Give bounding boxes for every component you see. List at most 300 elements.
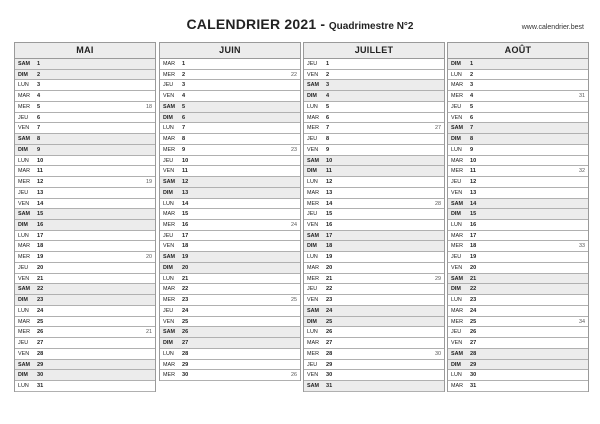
day-name: JEU xyxy=(163,82,174,89)
day-name: SAM xyxy=(451,200,463,207)
month-header: JUILLET xyxy=(304,43,444,59)
day-name: VEN xyxy=(163,168,175,175)
day-number: 3 xyxy=(37,82,41,89)
day-number: 17 xyxy=(37,232,44,239)
day-number: 21 xyxy=(182,275,189,282)
day-number: 31 xyxy=(37,383,44,390)
month-column-juillet xyxy=(303,42,445,392)
day-number: 5 xyxy=(37,103,41,110)
day-name: MER xyxy=(451,168,463,175)
day-number: 23 xyxy=(37,297,44,304)
day-number: 29 xyxy=(37,361,44,368)
week-number: 21 xyxy=(146,329,152,336)
day-row xyxy=(15,284,155,295)
day-number: 13 xyxy=(182,189,189,196)
day-row xyxy=(304,145,444,156)
day-number: 5 xyxy=(326,103,330,110)
day-row xyxy=(15,360,155,371)
day-number: 16 xyxy=(37,222,44,229)
day-list xyxy=(160,59,300,381)
day-name: MAR xyxy=(451,157,463,164)
day-name: MER xyxy=(163,222,175,229)
day-row xyxy=(304,188,444,199)
day-list xyxy=(304,59,444,392)
day-number: 30 xyxy=(182,372,189,379)
day-row xyxy=(160,188,300,199)
day-row xyxy=(448,70,588,81)
day-row xyxy=(160,123,300,134)
day-row xyxy=(304,199,444,210)
day-number: 10 xyxy=(326,157,333,164)
day-row xyxy=(160,231,300,242)
day-name: MER xyxy=(307,200,319,207)
day-number: 28 xyxy=(326,350,333,357)
day-name: SAM xyxy=(18,286,30,293)
day-row xyxy=(448,284,588,295)
day-row xyxy=(304,360,444,371)
day-name: DIM xyxy=(18,222,28,229)
day-number: 13 xyxy=(326,189,333,196)
day-number: 9 xyxy=(37,146,41,153)
day-name: LUN xyxy=(451,222,462,229)
day-row xyxy=(304,59,444,70)
day-row xyxy=(448,370,588,381)
day-name: MAR xyxy=(307,340,319,347)
day-name: LUN xyxy=(451,71,462,78)
day-row xyxy=(160,102,300,113)
day-row xyxy=(15,188,155,199)
day-name: LUN xyxy=(18,82,29,89)
month-header: AOÛT xyxy=(448,43,588,59)
day-number: 16 xyxy=(470,222,477,229)
day-number: 6 xyxy=(182,114,186,121)
day-number: 7 xyxy=(37,125,41,132)
day-name: MAR xyxy=(307,264,319,271)
day-row xyxy=(160,59,300,70)
day-row xyxy=(448,123,588,134)
day-name: MAR xyxy=(163,136,175,143)
day-number: 1 xyxy=(470,61,474,67)
day-name: SAM xyxy=(18,211,30,218)
day-name: LUN xyxy=(307,254,318,261)
day-number: 3 xyxy=(470,82,474,89)
day-number: 22 xyxy=(470,286,477,293)
day-number: 31 xyxy=(326,383,333,390)
day-number: 15 xyxy=(326,211,333,218)
day-number: 25 xyxy=(326,318,333,325)
day-row xyxy=(448,145,588,156)
day-row xyxy=(160,370,300,381)
day-row xyxy=(304,295,444,306)
day-row xyxy=(160,338,300,349)
day-number: 21 xyxy=(37,275,44,282)
day-row xyxy=(15,370,155,381)
day-name: DIM xyxy=(18,297,28,304)
day-row xyxy=(15,295,155,306)
day-number: 14 xyxy=(470,200,477,207)
day-number: 4 xyxy=(470,93,474,100)
day-name: SAM xyxy=(18,136,30,143)
day-number: 15 xyxy=(37,211,44,218)
day-name: MER xyxy=(451,318,463,325)
week-number: 26 xyxy=(291,372,297,379)
month-column-aout xyxy=(447,42,589,392)
day-row xyxy=(304,317,444,328)
day-number: 12 xyxy=(470,179,477,186)
week-number: 25 xyxy=(291,297,297,304)
day-number: 22 xyxy=(37,286,44,293)
day-number: 18 xyxy=(37,243,44,250)
day-name: LUN xyxy=(163,125,174,132)
day-row xyxy=(304,156,444,167)
day-number: 24 xyxy=(470,307,477,314)
day-name: JEU xyxy=(451,329,462,336)
day-name: JEU xyxy=(18,264,29,271)
day-name: VEN xyxy=(18,125,30,132)
day-number: 4 xyxy=(326,93,330,100)
day-row xyxy=(304,306,444,317)
week-number: 33 xyxy=(579,243,585,250)
day-number: 14 xyxy=(326,200,333,207)
day-name: JEU xyxy=(307,361,318,368)
day-row xyxy=(448,113,588,124)
week-number: 22 xyxy=(291,71,297,78)
day-row xyxy=(304,370,444,381)
day-number: 9 xyxy=(326,146,330,153)
day-row xyxy=(160,113,300,124)
day-row xyxy=(448,199,588,210)
day-row xyxy=(448,177,588,188)
day-number: 23 xyxy=(182,297,189,304)
week-number: 34 xyxy=(579,318,585,325)
day-name: LUN xyxy=(307,103,318,110)
day-name: DIM xyxy=(451,136,461,143)
day-name: SAM xyxy=(18,361,30,368)
day-number: 30 xyxy=(470,372,477,379)
day-row xyxy=(15,306,155,317)
day-row xyxy=(304,209,444,220)
day-number: 15 xyxy=(182,211,189,218)
day-number: 3 xyxy=(326,82,330,89)
day-number: 8 xyxy=(326,136,330,143)
day-number: 4 xyxy=(182,93,186,100)
week-number: 28 xyxy=(435,200,441,207)
day-number: 19 xyxy=(37,254,44,261)
day-row xyxy=(160,306,300,317)
week-number: 23 xyxy=(291,146,297,153)
day-number: 18 xyxy=(470,243,477,250)
day-number: 11 xyxy=(37,168,43,175)
week-number: 18 xyxy=(146,103,152,110)
day-name: SAM xyxy=(163,179,175,186)
day-name: DIM xyxy=(163,340,173,347)
day-row xyxy=(15,156,155,167)
day-row xyxy=(160,91,300,102)
day-number: 17 xyxy=(470,232,477,239)
day-number: 24 xyxy=(326,307,333,314)
day-name: DIM xyxy=(163,264,173,271)
day-row xyxy=(304,166,444,177)
day-number: 7 xyxy=(470,125,474,132)
day-row xyxy=(15,134,155,145)
day-number: 10 xyxy=(182,157,189,164)
day-row xyxy=(304,102,444,113)
day-name: SAM xyxy=(307,232,319,239)
day-name: VEN xyxy=(451,340,463,347)
day-name: DIM xyxy=(18,71,28,78)
day-name: DIM xyxy=(307,168,317,175)
day-name: MER xyxy=(163,71,175,78)
day-name: JEU xyxy=(307,136,318,143)
day-name: LUN xyxy=(307,329,318,336)
day-name: DIM xyxy=(163,189,173,196)
day-name: JEU xyxy=(18,189,29,196)
day-row xyxy=(15,338,155,349)
day-name: VEN xyxy=(451,189,463,196)
day-row xyxy=(15,349,155,360)
day-name: LUN xyxy=(18,157,29,164)
day-name: DIM xyxy=(18,146,28,153)
day-row xyxy=(160,360,300,371)
day-number: 2 xyxy=(326,71,330,78)
day-row xyxy=(160,295,300,306)
day-number: 19 xyxy=(326,254,333,261)
day-name: VEN xyxy=(163,243,175,250)
day-number: 29 xyxy=(326,361,333,368)
day-number: 15 xyxy=(470,211,477,218)
day-number: 6 xyxy=(326,114,330,121)
day-number: 19 xyxy=(182,254,189,261)
day-row xyxy=(448,252,588,263)
day-name: LUN xyxy=(18,307,29,314)
day-name: SAM xyxy=(163,329,175,336)
day-name: VEN xyxy=(163,318,175,325)
day-number: 1 xyxy=(37,61,41,67)
day-row xyxy=(304,134,444,145)
day-row xyxy=(160,274,300,285)
day-row xyxy=(448,349,588,360)
day-row xyxy=(160,70,300,81)
day-number: 21 xyxy=(326,275,333,282)
day-name: LUN xyxy=(18,383,29,390)
day-row xyxy=(448,188,588,199)
day-row xyxy=(15,177,155,188)
day-row xyxy=(448,306,588,317)
day-row xyxy=(160,166,300,177)
day-number: 10 xyxy=(37,157,44,164)
day-number: 7 xyxy=(326,125,330,132)
day-name: VEN xyxy=(18,275,30,282)
day-row xyxy=(15,80,155,91)
day-row xyxy=(448,241,588,252)
day-number: 21 xyxy=(470,275,477,282)
day-row xyxy=(448,327,588,338)
day-name: LUN xyxy=(451,146,462,153)
day-name: DIM xyxy=(451,361,461,368)
day-row xyxy=(304,177,444,188)
day-row xyxy=(15,91,155,102)
day-row xyxy=(160,145,300,156)
day-list xyxy=(448,59,588,392)
day-row xyxy=(15,166,155,177)
day-number: 11 xyxy=(470,168,476,175)
week-number: 30 xyxy=(435,350,441,357)
day-name: SAM xyxy=(307,82,319,89)
day-number: 30 xyxy=(326,372,333,379)
day-number: 23 xyxy=(470,297,477,304)
day-name: JEU xyxy=(451,103,462,110)
month-column-mai xyxy=(14,42,156,392)
day-name: MAR xyxy=(451,82,463,89)
day-name: MER xyxy=(451,243,463,250)
day-name: DIM xyxy=(307,243,317,250)
day-name: SAM xyxy=(307,383,319,390)
day-name: MAR xyxy=(307,189,319,196)
day-number: 2 xyxy=(182,71,186,78)
day-number: 12 xyxy=(182,179,189,186)
day-row xyxy=(304,91,444,102)
day-row xyxy=(160,156,300,167)
day-row xyxy=(15,209,155,220)
day-name: DIM xyxy=(307,93,317,100)
day-row xyxy=(448,166,588,177)
day-name: MER xyxy=(307,275,319,282)
day-name: JEU xyxy=(307,211,318,218)
day-name: MAR xyxy=(18,168,30,175)
day-row xyxy=(160,177,300,188)
day-name: LUN xyxy=(307,179,318,186)
day-number: 26 xyxy=(182,329,189,336)
day-name: MER xyxy=(18,179,30,186)
day-row xyxy=(448,263,588,274)
day-row xyxy=(448,220,588,231)
day-number: 1 xyxy=(182,61,186,67)
day-name: JEU xyxy=(451,179,462,186)
day-row xyxy=(448,231,588,242)
day-number: 31 xyxy=(470,383,477,390)
day-number: 18 xyxy=(326,243,333,250)
day-name: SAM xyxy=(451,125,463,132)
week-number: 31 xyxy=(579,93,585,100)
day-number: 16 xyxy=(182,222,189,229)
week-number: 20 xyxy=(146,254,152,261)
day-name: MAR xyxy=(451,232,463,239)
month-column-juin xyxy=(159,42,301,381)
day-row xyxy=(304,113,444,124)
day-row xyxy=(304,327,444,338)
day-row xyxy=(448,91,588,102)
day-name: LUN xyxy=(163,350,174,357)
day-number: 25 xyxy=(37,318,44,325)
day-name: DIM xyxy=(307,318,317,325)
day-name: VEN xyxy=(18,200,30,207)
day-number: 22 xyxy=(182,286,189,293)
day-row xyxy=(304,284,444,295)
day-name: LUN xyxy=(451,372,462,379)
day-number: 13 xyxy=(470,189,477,196)
day-name: LUN xyxy=(18,232,29,239)
day-name: MAR xyxy=(18,243,30,250)
day-number: 11 xyxy=(182,168,188,175)
day-row xyxy=(15,145,155,156)
day-number: 6 xyxy=(470,114,474,121)
day-row xyxy=(304,338,444,349)
day-number: 27 xyxy=(37,340,44,347)
day-number: 25 xyxy=(182,318,189,325)
day-row xyxy=(160,199,300,210)
day-name: DIM xyxy=(451,286,461,293)
day-name: LUN xyxy=(451,297,462,304)
day-row xyxy=(448,295,588,306)
day-row xyxy=(15,220,155,231)
day-row xyxy=(448,59,588,70)
day-number: 16 xyxy=(326,222,333,229)
day-number: 25 xyxy=(470,318,477,325)
day-name: VEN xyxy=(18,350,30,357)
day-name: SAM xyxy=(307,157,319,164)
day-name: MAR xyxy=(18,318,30,325)
day-name: MER xyxy=(307,350,319,357)
day-name: VEN xyxy=(307,71,319,78)
day-name: LUN xyxy=(163,200,174,207)
day-name: VEN xyxy=(307,146,319,153)
week-number: 27 xyxy=(435,125,441,132)
day-number: 14 xyxy=(37,200,44,207)
day-number: 20 xyxy=(37,264,44,271)
day-name: MAR xyxy=(451,307,463,314)
day-row xyxy=(160,317,300,328)
day-row xyxy=(448,317,588,328)
day-row xyxy=(15,102,155,113)
day-name: MER xyxy=(307,125,319,132)
day-name: SAM xyxy=(18,61,30,67)
day-name: JEU xyxy=(163,307,174,314)
day-name: MAR xyxy=(307,114,319,121)
day-name: DIM xyxy=(163,114,173,121)
day-row xyxy=(304,274,444,285)
day-row xyxy=(448,134,588,145)
day-row xyxy=(448,80,588,91)
day-number: 8 xyxy=(470,136,474,143)
day-row xyxy=(160,349,300,360)
day-number: 9 xyxy=(182,146,186,153)
day-name: VEN xyxy=(307,372,319,379)
day-number: 26 xyxy=(37,329,44,336)
day-row xyxy=(304,70,444,81)
day-row xyxy=(304,263,444,274)
day-row xyxy=(15,241,155,252)
day-name: MAR xyxy=(163,61,175,67)
day-name: MER xyxy=(451,93,463,100)
day-name: DIM xyxy=(451,211,461,218)
day-number: 12 xyxy=(37,179,44,186)
day-row xyxy=(160,252,300,263)
day-name: JEU xyxy=(307,61,318,67)
day-number: 5 xyxy=(182,103,186,110)
day-row xyxy=(448,360,588,371)
day-name: MER xyxy=(163,372,175,379)
week-number: 19 xyxy=(146,179,152,186)
day-row xyxy=(15,231,155,242)
day-name: SAM xyxy=(163,254,175,261)
day-name: DIM xyxy=(18,372,28,379)
day-name: SAM xyxy=(451,275,463,282)
day-name: VEN xyxy=(307,297,319,304)
day-row xyxy=(304,252,444,263)
day-row xyxy=(15,327,155,338)
day-number: 19 xyxy=(470,254,477,261)
day-name: JEU xyxy=(163,157,174,164)
